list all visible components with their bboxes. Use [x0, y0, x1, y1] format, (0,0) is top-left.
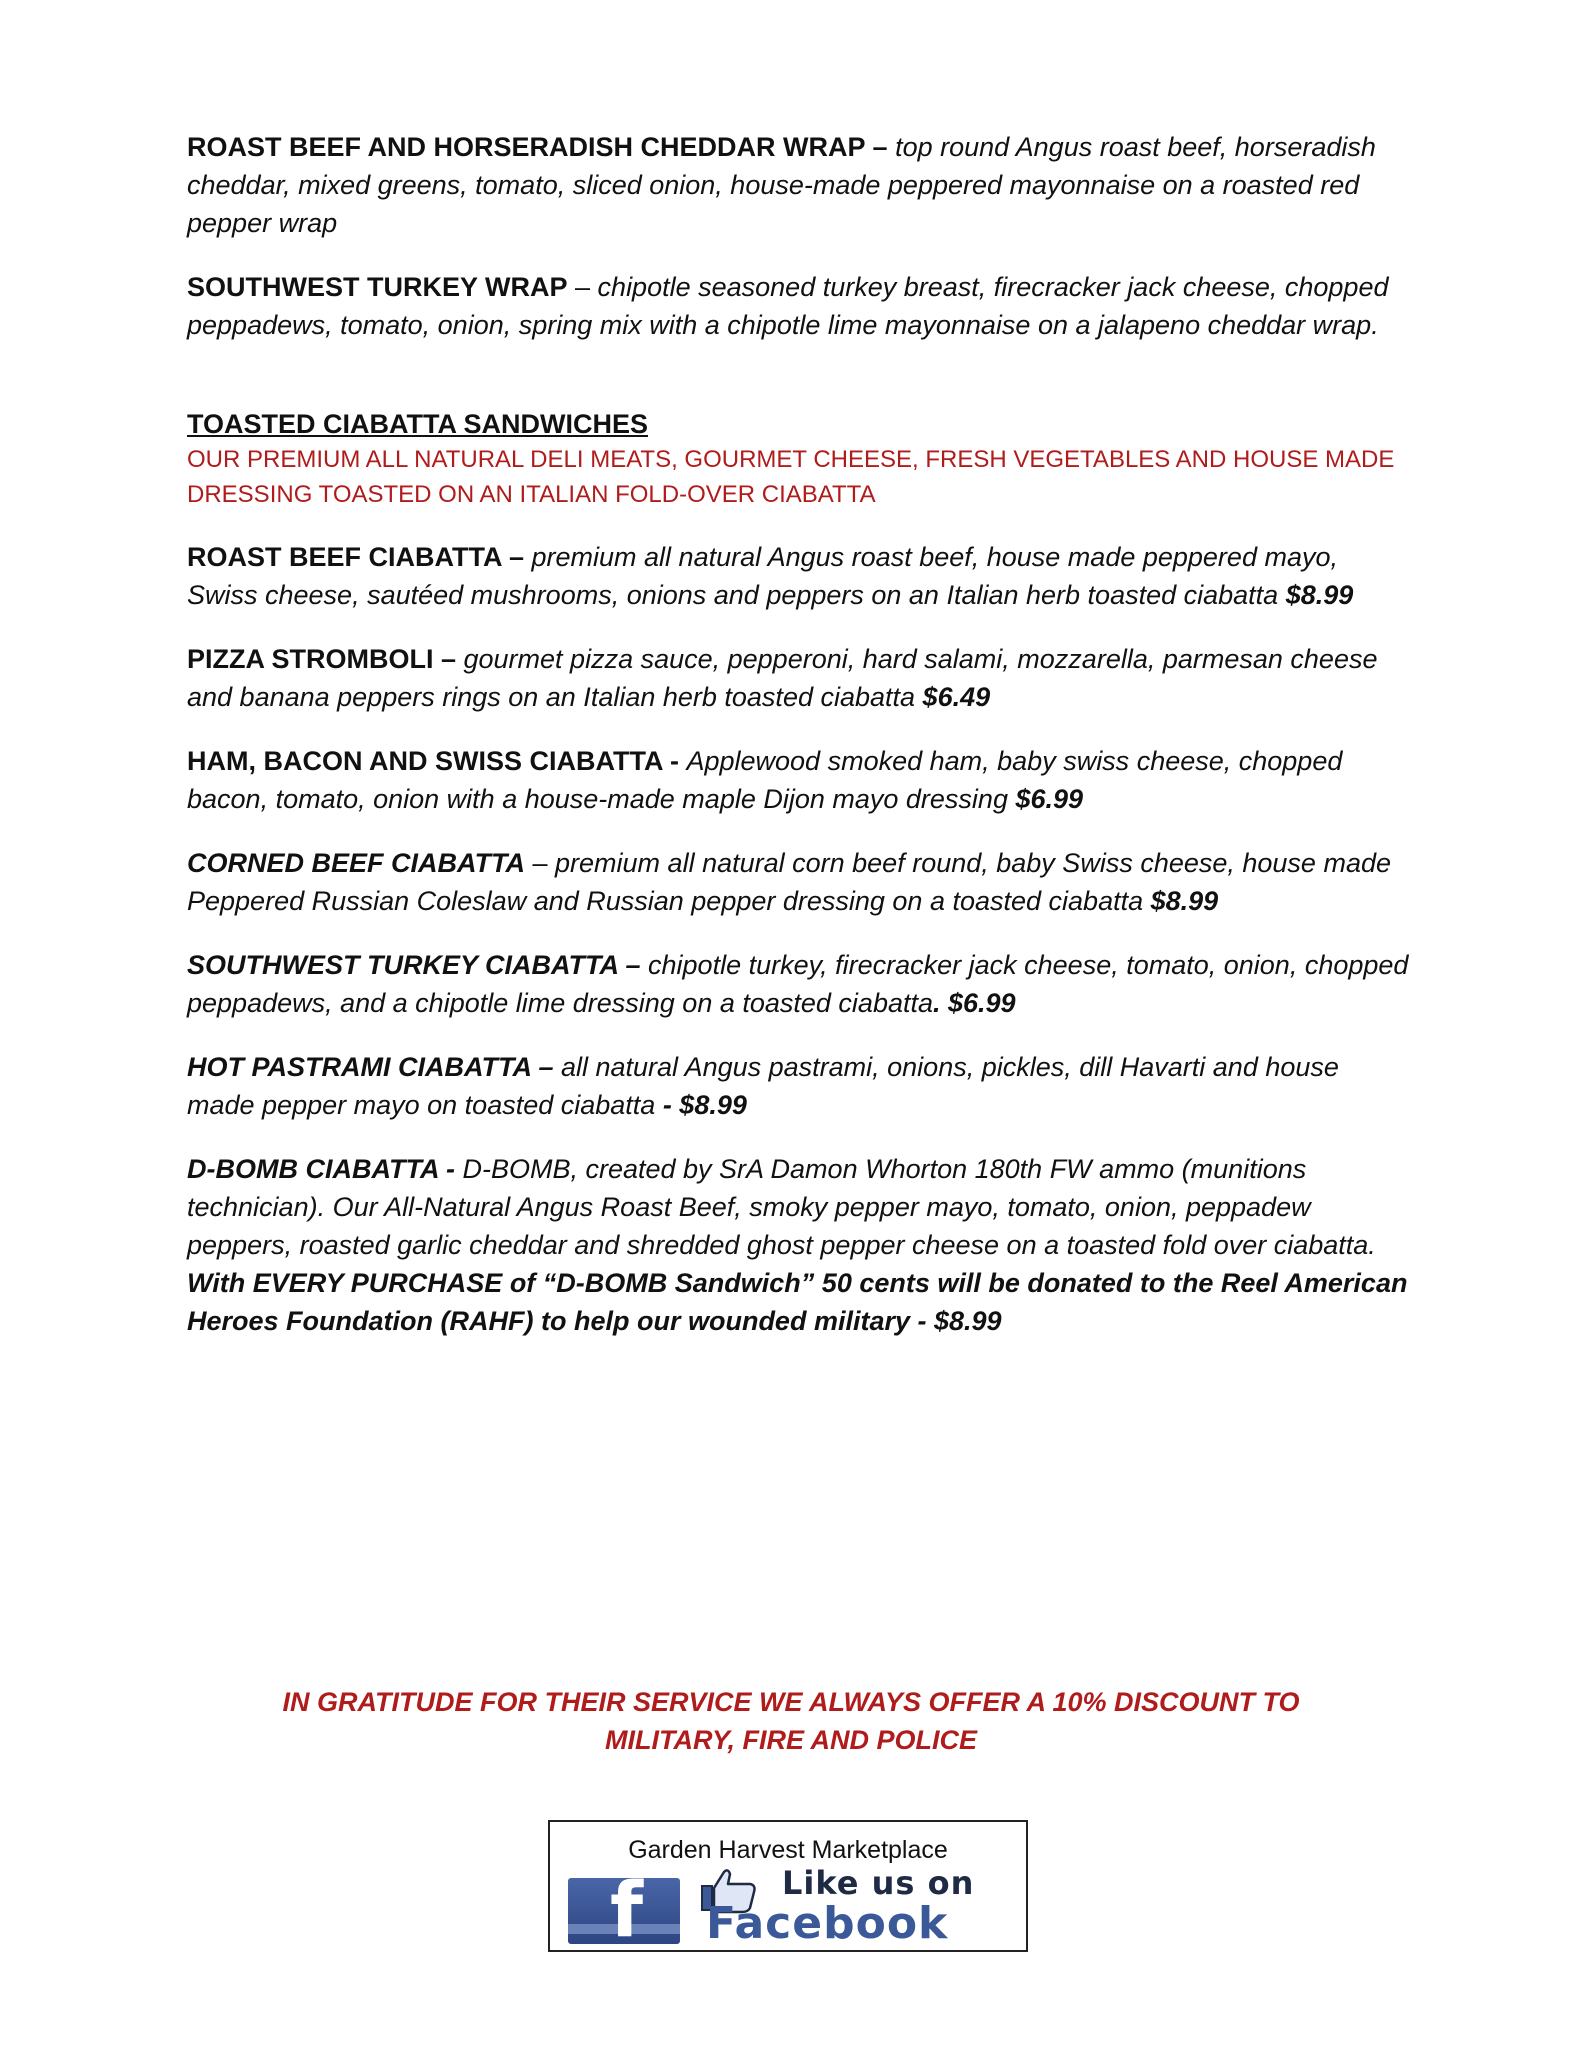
item-name: ROAST BEEF CIABATTA – — [187, 542, 532, 572]
item-description: premium all natural corn beef round, baby Swiss cheese, house made Peppered Russian Coleslaw and Russian pepper dressing on a toasted ciabatta — [187, 848, 1391, 916]
item-separator: – — [525, 848, 556, 878]
section-subtitle: OUR PREMIUM ALL NATURAL DELI MEATS, GOURMET CHEESE, FRESH VEGETABLES AND HOUSE MADE DRESSING TOASTED ON AN ITALIAN FOLD-OVER CIABATTA — [187, 446, 1395, 508]
section-title: TOASTED CIABATTA SANDWICHES — [187, 409, 648, 439]
section-spacer — [187, 370, 1412, 406]
facebook-wordmark: Facebook — [706, 1898, 949, 1949]
item-name: PIZZA STROMBOLI – — [187, 644, 464, 674]
item-description: Applewood smoked ham, baby swiss cheese, chopped bacon, tomato, onion with a house-made maple Dijon mayo dressing — [187, 746, 1343, 814]
item-description: D-BOMB, created by SrA Damon Whorton 180th FW ammo (munitions technician). Our All-Natural Angus Roast Beef, smoky pepper mayo, tomato, onion, peppadew peppers, roasted garlic cheddar and shredded ghost pepper cheese on a toasted fold over ciabatta. — [187, 1154, 1376, 1260]
like-us-text: Like us on — [782, 1864, 975, 1902]
facebook-f-letter: f — [610, 1865, 644, 1954]
store-name: Garden Harvest Marketplace — [628, 1836, 948, 1864]
menu-item-southwest-turkey-ciabatta — [187, 946, 1412, 1022]
item-name: D-BOMB CIABATTA - — [187, 1154, 463, 1184]
menu-item-d-bomb-ciabatta — [187, 1150, 1412, 1340]
menu-item-hot-pastrami-ciabatta — [187, 1048, 1412, 1124]
item-description: all natural Angus pastrami, onions, pickles, dill Havarti and house made pepper mayo on toasted ciabatta — [187, 1052, 1339, 1120]
item-description: gourmet pizza sauce, pepperoni, hard salami, mozzarella, parmesan cheese and banana peppers rings on an Italian herb toasted ciabatta — [187, 644, 1378, 712]
item-name: HOT PASTRAMI CIABATTA – — [187, 1052, 561, 1082]
item-price: $8.99 — [1285, 580, 1354, 610]
menu-item-roast-beef-ciabatta — [187, 538, 1412, 614]
item-description: chipotle turkey, firecracker jack cheese, tomato, onion, chopped peppadews, and a chipotle lime dressing on a toasted ciabatta — [187, 950, 1409, 1018]
item-name: ROAST BEEF AND HORSERADISH CHEDDAR WRAP – — [187, 132, 896, 162]
item-name: SOUTHWEST TURKEY WRAP — [187, 272, 568, 302]
menu-item-pizza-stromboli — [187, 640, 1412, 716]
discount-line-2: MILITARY, FIRE AND POLICE — [604, 1725, 978, 1755]
menu-item-southwest-turkey-wrap — [187, 268, 1412, 344]
facebook-like-badge[interactable] — [548, 1820, 1028, 1952]
item-separator: – — [567, 272, 598, 302]
item-price: $8.99 — [1150, 886, 1219, 916]
menu-item-corned-beef-ciabatta — [187, 844, 1412, 920]
item-price: . $6.99 — [933, 988, 1016, 1018]
item-name: CORNED BEEF CIABATTA — [187, 848, 525, 878]
item-price: $6.49 — [922, 682, 991, 712]
facebook-logo-icon — [568, 1865, 680, 1954]
item-description: chipotle seasoned turkey breast, firecracker jack cheese, chopped peppadews, tomato, onion, spring mix with a chipotle lime mayonnaise on a jalapeno cheddar wrap. — [187, 272, 1389, 340]
item-price: - $8.99 — [662, 1090, 747, 1120]
military-discount-notice — [0, 1683, 1582, 1759]
menu-item-ham-bacon-swiss-ciabatta — [187, 742, 1412, 818]
discount-line-1: IN GRATITUDE FOR THEIR SERVICE WE ALWAYS OFFER A 10% DISCOUNT TO — [282, 1687, 1300, 1717]
item-name: HAM, BACON AND SWISS CIABATTA - — [187, 746, 687, 776]
item-description: top round Angus roast beef, horseradish cheddar, mixed greens, tomato, sliced onion, house-made peppered mayonnaise on a roasted red pepper wrap — [187, 132, 1376, 238]
item-price: $6.99 — [1015, 784, 1084, 814]
item-price: With EVERY PURCHASE of “D-BOMB Sandwich” 50 cents will be donated to the Reel American Heroes Foundation (RAHF) to help our wounded military - $8.99 — [187, 1268, 1408, 1336]
item-description: premium all natural Angus roast beef, house made peppered mayo, Swiss cheese, sautéed mushrooms, onions and peppers on an Italian herb toasted ciabatta — [187, 542, 1338, 610]
item-name: SOUTHWEST TURKEY CIABATTA – — [187, 950, 649, 980]
menu-content — [187, 128, 1412, 1366]
menu-item-roast-beef-horseradish-wrap — [187, 128, 1412, 242]
